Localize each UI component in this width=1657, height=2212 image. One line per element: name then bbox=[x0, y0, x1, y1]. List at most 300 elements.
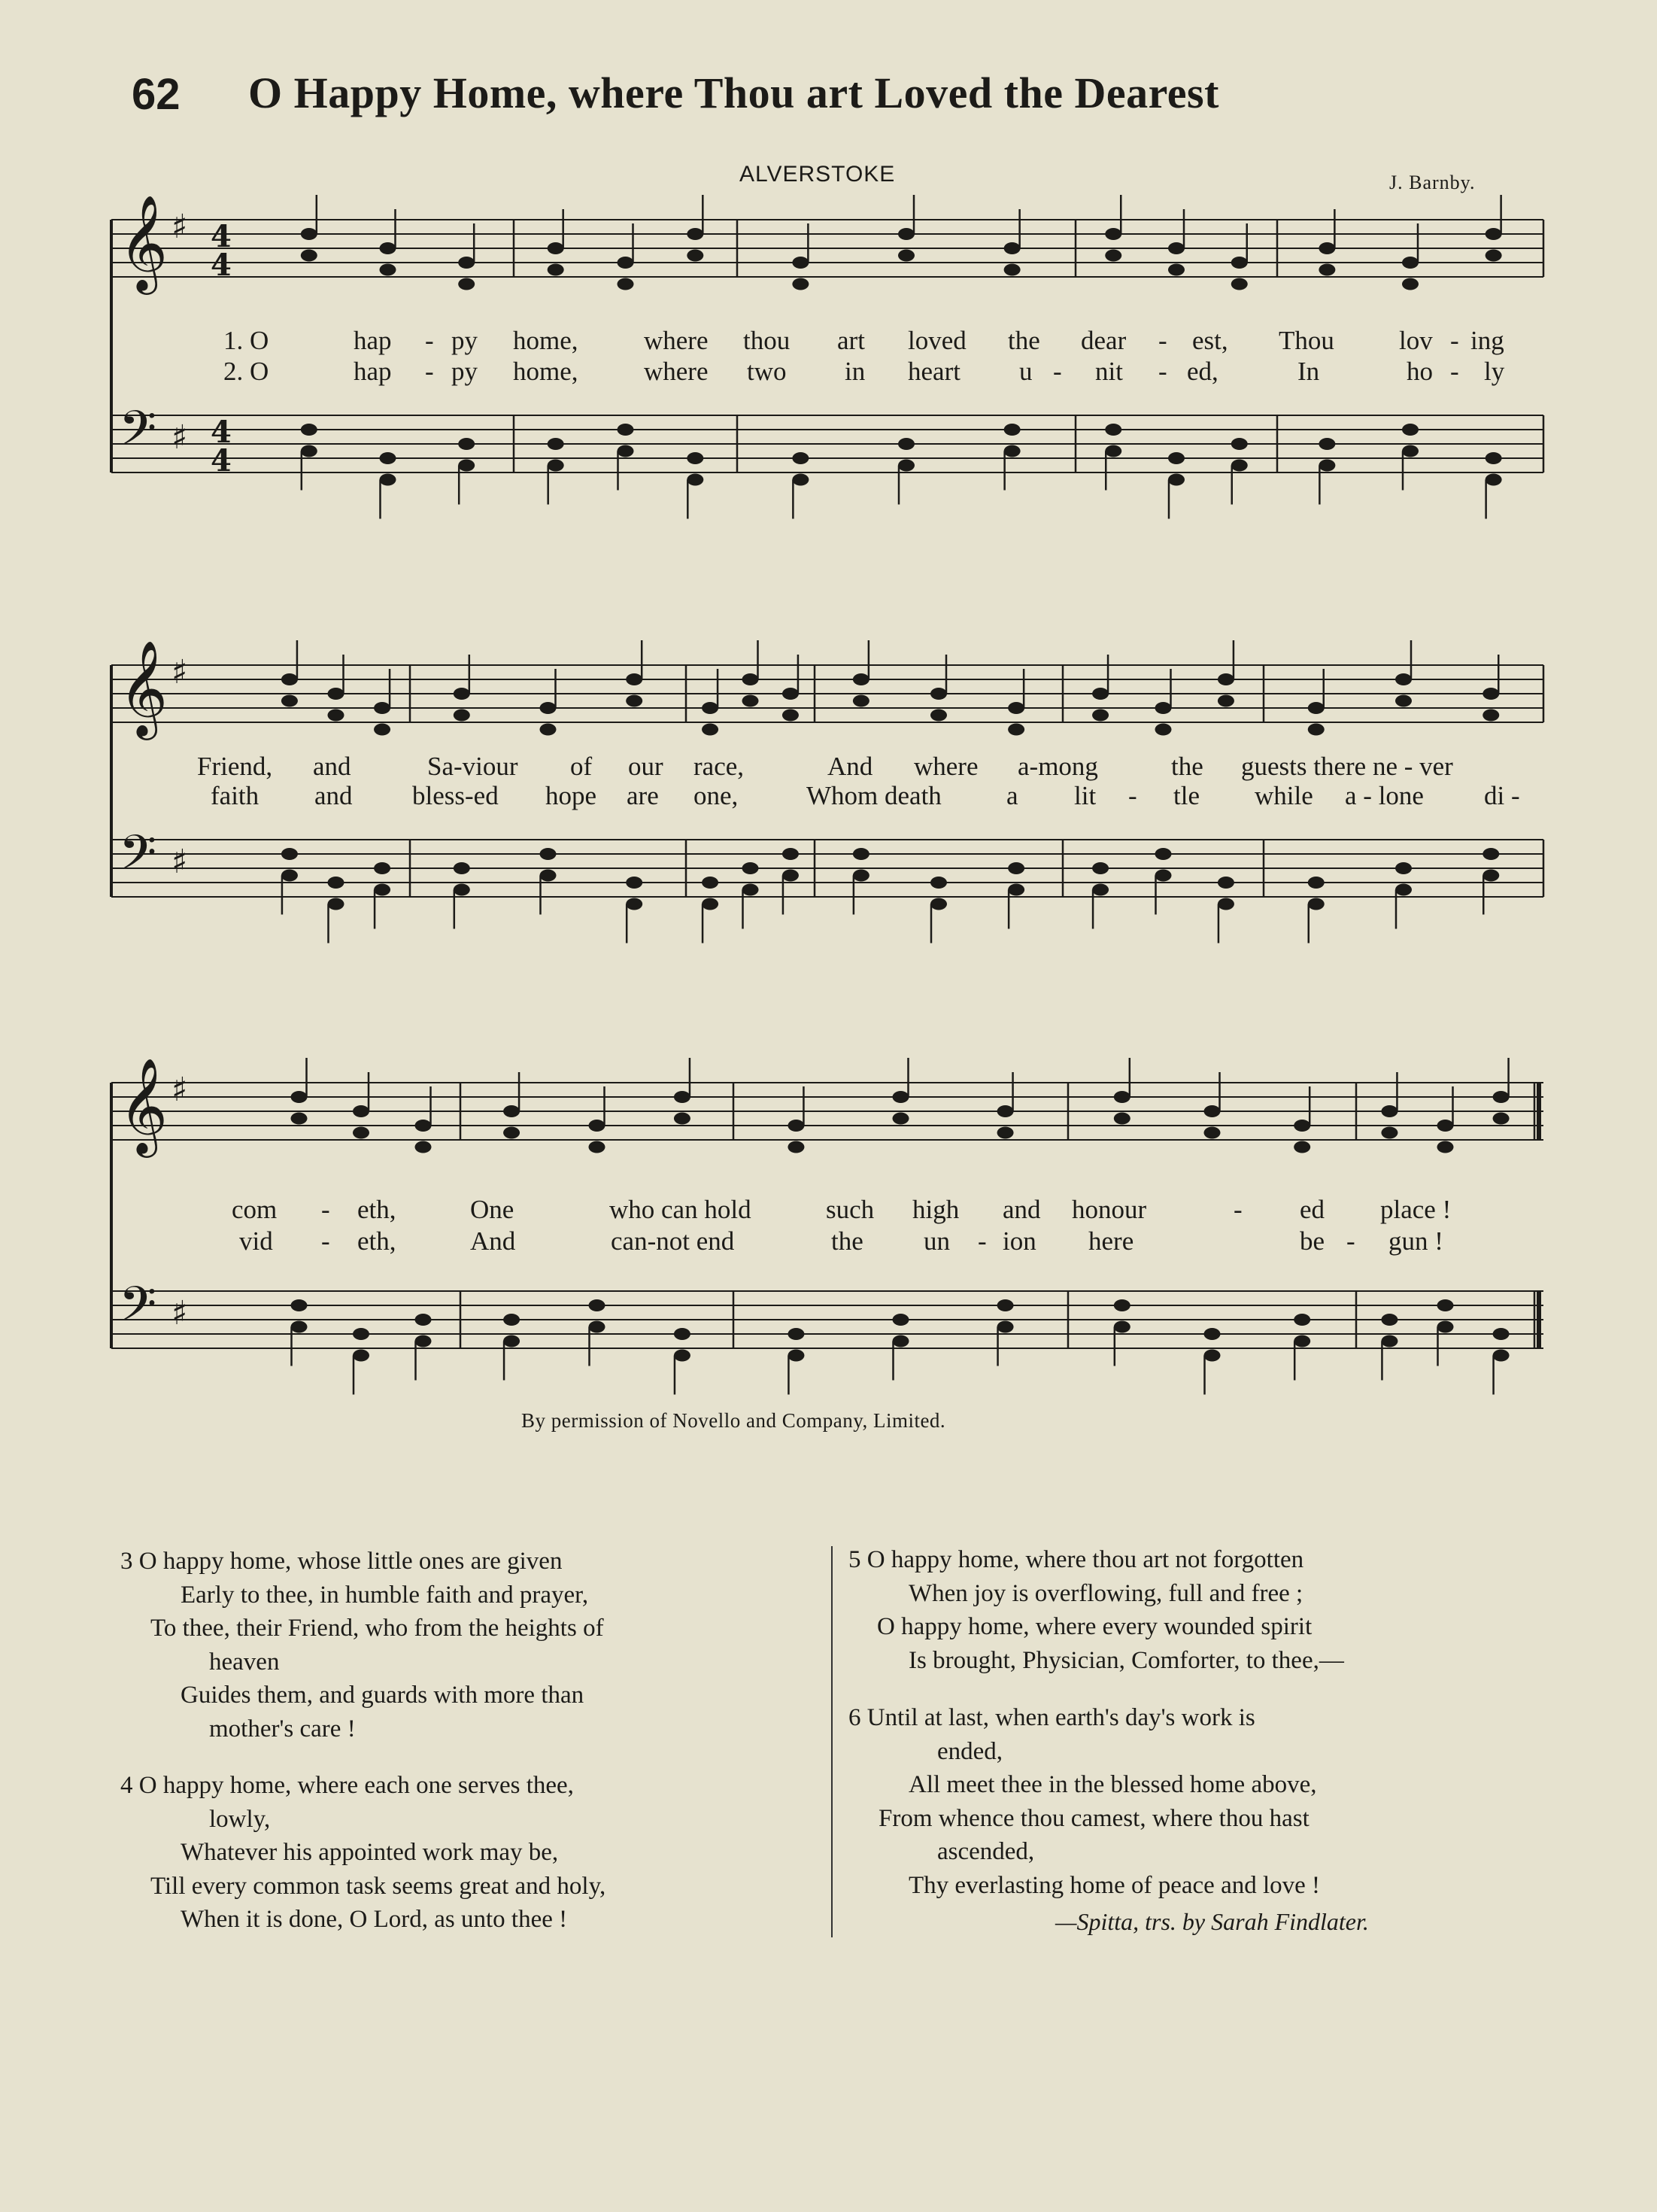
note-head bbox=[374, 702, 390, 714]
lyric: hap bbox=[354, 357, 392, 386]
lyric: 1. O bbox=[223, 326, 269, 355]
note-head bbox=[503, 1105, 520, 1117]
note-head bbox=[1155, 848, 1172, 860]
time-signature: 4 bbox=[211, 248, 232, 283]
lyric: our bbox=[628, 752, 663, 781]
lyric: In bbox=[1297, 357, 1320, 386]
lyric: py bbox=[451, 326, 478, 355]
lyric: race, bbox=[693, 752, 745, 781]
tune-name: ALVERSTOKE bbox=[739, 162, 896, 187]
key-signature-sharp-icon: ♯ bbox=[171, 653, 188, 691]
note-head bbox=[1204, 1328, 1221, 1340]
note-head bbox=[328, 898, 344, 910]
lyric: where bbox=[644, 357, 709, 386]
note-head bbox=[1482, 848, 1499, 860]
note-head bbox=[1105, 228, 1121, 240]
lyric: the bbox=[1171, 752, 1203, 781]
verse-line: When it is done, O Lord, as unto thee ! bbox=[181, 1906, 568, 1933]
note-head bbox=[454, 709, 470, 722]
note-head bbox=[930, 898, 947, 910]
note-head bbox=[1402, 257, 1419, 269]
note-head bbox=[898, 228, 915, 240]
note-head bbox=[702, 898, 718, 910]
lyric: - bbox=[1234, 1195, 1243, 1224]
note-head bbox=[540, 702, 557, 714]
note-head bbox=[415, 1314, 432, 1326]
note-head bbox=[626, 673, 642, 685]
note-head bbox=[1294, 1120, 1310, 1132]
verse-line: Early to thee, in humble faith and prayer, bbox=[181, 1581, 589, 1609]
lyric: un bbox=[924, 1226, 950, 1256]
note-head bbox=[898, 250, 915, 262]
lyric: the bbox=[831, 1226, 863, 1256]
note-head bbox=[1493, 1328, 1510, 1340]
lyric: eth, bbox=[357, 1226, 396, 1256]
note-head bbox=[328, 709, 344, 722]
note-head bbox=[618, 424, 634, 436]
treble-clef-icon: 𝄞 bbox=[119, 194, 168, 290]
lyric: And bbox=[470, 1226, 516, 1256]
note-head bbox=[1395, 673, 1412, 685]
lyric: - bbox=[1450, 326, 1459, 355]
verse-line: To thee, their Friend, who from the heights of bbox=[150, 1615, 604, 1642]
note-head bbox=[281, 695, 298, 707]
treble-clef-icon: 𝄞 bbox=[119, 1057, 168, 1153]
key-signature-sharp-icon: ♯ bbox=[171, 418, 188, 457]
note-head bbox=[1308, 877, 1325, 889]
note-head bbox=[742, 695, 759, 707]
verse-line: ended, bbox=[937, 1737, 1003, 1765]
note-head bbox=[674, 1350, 690, 1362]
permission-notice: By permission of Novello and Company, Limited. bbox=[521, 1409, 946, 1432]
key-signature-sharp-icon: ♯ bbox=[171, 1294, 188, 1332]
lyric: can-not end bbox=[611, 1226, 735, 1256]
note-head bbox=[742, 884, 759, 896]
lyric: and bbox=[313, 752, 351, 781]
note-head bbox=[1114, 1321, 1130, 1333]
note-head bbox=[374, 724, 390, 736]
note-head bbox=[1008, 862, 1024, 874]
lyric: a - lone bbox=[1345, 781, 1424, 810]
lyric: Sa-viour bbox=[427, 752, 518, 781]
lyric: home, bbox=[513, 357, 578, 386]
note-head bbox=[1092, 709, 1109, 722]
lyric: honour bbox=[1072, 1195, 1147, 1224]
note-head bbox=[380, 264, 396, 276]
note-head bbox=[1204, 1105, 1221, 1117]
verse-line: heaven bbox=[209, 1648, 280, 1676]
note-head bbox=[1294, 1314, 1310, 1326]
composer: J. Barnby. bbox=[1389, 172, 1476, 193]
lyric: the bbox=[1008, 326, 1040, 355]
note-head bbox=[1168, 242, 1185, 254]
verse-line: Whatever his appointed work may be, bbox=[181, 1839, 559, 1866]
note-head bbox=[589, 1299, 605, 1311]
note-head bbox=[1008, 702, 1024, 714]
note-head bbox=[1155, 702, 1172, 714]
note-head bbox=[589, 1120, 605, 1132]
note-head bbox=[674, 1328, 690, 1340]
treble-clef-icon: 𝄞 bbox=[119, 640, 168, 736]
note-head bbox=[1004, 424, 1021, 436]
lyric: ion bbox=[1003, 1226, 1036, 1256]
verse-line: Thy everlasting home of peace and love ! bbox=[909, 1871, 1321, 1899]
lyric: ly bbox=[1484, 357, 1505, 386]
lyric: - bbox=[1450, 357, 1459, 386]
verse-line: 6 Until at last, when earth's day's work is bbox=[848, 1704, 1255, 1731]
note-head bbox=[1482, 870, 1499, 882]
verse-line: O happy home, where every wounded spirit bbox=[877, 1613, 1313, 1640]
key-signature-sharp-icon: ♯ bbox=[171, 843, 188, 881]
note-head bbox=[1319, 264, 1335, 276]
lyric: guests there ne - ver bbox=[1241, 752, 1453, 781]
lyric: in bbox=[845, 357, 866, 386]
lyric: u bbox=[1019, 357, 1033, 386]
lyric: hap bbox=[354, 326, 392, 355]
lyric: where bbox=[644, 326, 709, 355]
note-head bbox=[380, 452, 396, 464]
bass-clef-icon: 𝄢 bbox=[119, 825, 157, 893]
note-head bbox=[782, 688, 799, 700]
lyric: ed, bbox=[1187, 357, 1218, 386]
verse-line: When joy is overflowing, full and free ; bbox=[909, 1579, 1303, 1607]
note-head bbox=[1155, 870, 1172, 882]
note-head bbox=[548, 438, 564, 450]
note-head bbox=[1231, 278, 1248, 290]
note-head bbox=[997, 1299, 1014, 1311]
lyric: who can hold bbox=[609, 1195, 751, 1224]
lyric: eth, bbox=[357, 1195, 396, 1224]
note-head bbox=[1114, 1113, 1130, 1125]
note-head bbox=[687, 474, 703, 486]
note-head bbox=[997, 1321, 1014, 1333]
note-head bbox=[853, 870, 869, 882]
note-head bbox=[1493, 1113, 1510, 1125]
note-head bbox=[782, 709, 799, 722]
verse-line: Till every common task seems great and holy, bbox=[150, 1872, 606, 1900]
note-head bbox=[626, 695, 642, 707]
note-head bbox=[1008, 724, 1024, 736]
note-head bbox=[1231, 438, 1248, 450]
note-head bbox=[792, 452, 809, 464]
note-head bbox=[281, 673, 298, 685]
lyric: thou bbox=[743, 326, 791, 355]
note-head bbox=[1319, 242, 1335, 254]
lyric: home, bbox=[513, 326, 578, 355]
note-head bbox=[415, 1141, 432, 1153]
note-head bbox=[454, 688, 470, 700]
note-head bbox=[702, 724, 718, 736]
lyric: and bbox=[1003, 1195, 1041, 1224]
note-head bbox=[301, 250, 317, 262]
note-head bbox=[328, 877, 344, 889]
note-head bbox=[893, 1335, 909, 1348]
note-head bbox=[782, 848, 799, 860]
lyric: loved bbox=[908, 326, 967, 355]
note-head bbox=[1381, 1335, 1398, 1348]
note-head bbox=[674, 1091, 690, 1103]
note-head bbox=[281, 848, 298, 860]
note-head bbox=[1381, 1127, 1398, 1139]
lyric: one, bbox=[693, 781, 739, 810]
note-head bbox=[687, 228, 703, 240]
lyric: two bbox=[747, 357, 787, 386]
note-head bbox=[301, 424, 317, 436]
lyric: vid bbox=[239, 1226, 273, 1256]
note-head bbox=[291, 1321, 308, 1333]
lyric: where bbox=[914, 752, 979, 781]
note-head bbox=[458, 278, 475, 290]
note-head bbox=[1486, 452, 1502, 464]
time-signature: 4 bbox=[211, 443, 232, 479]
verse-line: 3 O happy home, whose little ones are given bbox=[120, 1548, 563, 1575]
note-head bbox=[503, 1127, 520, 1139]
hymn-number: 62 bbox=[132, 70, 181, 119]
note-head bbox=[1231, 460, 1248, 472]
lyric: - bbox=[425, 357, 434, 386]
note-head bbox=[1092, 884, 1109, 896]
key-signature-sharp-icon: ♯ bbox=[171, 1071, 188, 1109]
note-head bbox=[792, 257, 809, 269]
note-head bbox=[853, 695, 869, 707]
lyric: 2. O bbox=[223, 357, 269, 386]
note-head bbox=[1402, 278, 1419, 290]
lyric: di - bbox=[1484, 781, 1520, 810]
verse-line: 4 O happy home, where each one serves thee, bbox=[120, 1772, 574, 1799]
note-head bbox=[788, 1350, 804, 1362]
note-head bbox=[1114, 1091, 1130, 1103]
note-head bbox=[788, 1141, 804, 1153]
lyric: such bbox=[826, 1195, 875, 1224]
note-head bbox=[1486, 474, 1502, 486]
verse-6 bbox=[848, 1701, 1631, 1902]
key-signature-sharp-icon: ♯ bbox=[171, 208, 188, 246]
note-head bbox=[1486, 250, 1502, 262]
note-head bbox=[997, 1127, 1014, 1139]
note-head bbox=[548, 264, 564, 276]
note-head bbox=[454, 862, 470, 874]
note-head bbox=[853, 673, 869, 685]
note-head bbox=[540, 848, 557, 860]
lyric: a bbox=[1006, 781, 1018, 810]
note-head bbox=[1231, 257, 1248, 269]
note-head bbox=[301, 445, 317, 457]
lyric: ho bbox=[1407, 357, 1433, 386]
note-head bbox=[702, 702, 718, 714]
note-head bbox=[1395, 695, 1412, 707]
note-head bbox=[674, 1113, 690, 1125]
note-head bbox=[792, 278, 809, 290]
note-head bbox=[742, 862, 759, 874]
note-head bbox=[1308, 702, 1325, 714]
note-head bbox=[589, 1141, 605, 1153]
note-head bbox=[1402, 424, 1419, 436]
lyric: - bbox=[1053, 357, 1062, 386]
lyric: gun ! bbox=[1388, 1226, 1443, 1256]
note-head bbox=[281, 870, 298, 882]
lyric: and bbox=[314, 781, 353, 810]
note-head bbox=[328, 688, 344, 700]
time-signature: 4 bbox=[211, 219, 232, 254]
lyric: place ! bbox=[1380, 1195, 1452, 1224]
note-head bbox=[415, 1120, 432, 1132]
note-head bbox=[1155, 724, 1172, 736]
verse-line: ascended, bbox=[937, 1838, 1035, 1865]
note-head bbox=[1437, 1299, 1454, 1311]
note-head bbox=[1319, 438, 1335, 450]
note-head bbox=[1402, 445, 1419, 457]
note-head bbox=[1105, 424, 1121, 436]
note-head bbox=[1381, 1105, 1398, 1117]
note-head bbox=[1395, 884, 1412, 896]
note-head bbox=[1308, 898, 1325, 910]
note-head bbox=[792, 474, 809, 486]
note-head bbox=[930, 709, 947, 722]
note-head bbox=[893, 1113, 909, 1125]
lyric: faith bbox=[211, 781, 259, 810]
lyric: high bbox=[912, 1195, 960, 1224]
lyric: - bbox=[1158, 357, 1167, 386]
note-head bbox=[380, 242, 396, 254]
verse-line: From whence thou camest, where thou hast bbox=[879, 1804, 1310, 1832]
note-head bbox=[898, 460, 915, 472]
note-head bbox=[1004, 445, 1021, 457]
note-head bbox=[1493, 1091, 1510, 1103]
lyric: - bbox=[1128, 781, 1137, 810]
note-head bbox=[458, 460, 475, 472]
note-head bbox=[374, 884, 390, 896]
lyric: est, bbox=[1192, 326, 1228, 355]
lyric: a-mong bbox=[1018, 752, 1098, 781]
note-head bbox=[301, 228, 317, 240]
note-head bbox=[353, 1328, 369, 1340]
note-head bbox=[788, 1328, 804, 1340]
note-head bbox=[1294, 1141, 1310, 1153]
note-head bbox=[687, 250, 703, 262]
lyric: nit bbox=[1095, 357, 1123, 386]
lyric: One bbox=[470, 1195, 514, 1224]
note-head bbox=[1204, 1350, 1221, 1362]
note-head bbox=[618, 445, 634, 457]
note-head bbox=[1319, 460, 1335, 472]
lyric: lit bbox=[1074, 781, 1097, 810]
note-head bbox=[1004, 242, 1021, 254]
note-head bbox=[626, 877, 642, 889]
note-head bbox=[1482, 709, 1499, 722]
note-head bbox=[742, 673, 759, 685]
note-head bbox=[618, 257, 634, 269]
lyric: art bbox=[837, 326, 865, 355]
lyric: tle bbox=[1173, 781, 1200, 810]
note-head bbox=[1437, 1141, 1454, 1153]
lyric: heart bbox=[908, 357, 961, 386]
note-head bbox=[687, 452, 703, 464]
note-head bbox=[1105, 445, 1121, 457]
note-head bbox=[503, 1314, 520, 1326]
note-head bbox=[1437, 1321, 1454, 1333]
lyric: while bbox=[1255, 781, 1313, 810]
note-head bbox=[1437, 1120, 1454, 1132]
note-head bbox=[454, 884, 470, 896]
lyric: - bbox=[321, 1195, 330, 1224]
note-head bbox=[380, 474, 396, 486]
lyric: here bbox=[1088, 1226, 1134, 1256]
lyric: com bbox=[232, 1195, 278, 1224]
note-head bbox=[893, 1091, 909, 1103]
verse-line: lowly, bbox=[209, 1805, 271, 1833]
lyric: Friend, bbox=[197, 752, 273, 781]
note-head bbox=[1168, 452, 1185, 464]
note-head bbox=[618, 278, 634, 290]
note-head bbox=[1218, 898, 1234, 910]
lyric: And bbox=[827, 752, 873, 781]
verse-5 bbox=[848, 1543, 1631, 1677]
lyric: - bbox=[321, 1226, 330, 1256]
note-head bbox=[626, 898, 642, 910]
lyric: be bbox=[1300, 1226, 1325, 1256]
note-head bbox=[291, 1113, 308, 1125]
lyric: hope bbox=[545, 781, 597, 810]
note-head bbox=[1204, 1127, 1221, 1139]
note-head bbox=[589, 1321, 605, 1333]
lyric: py bbox=[451, 357, 478, 386]
note-head bbox=[540, 870, 557, 882]
hymn-title: O Happy Home, where Thou art Loved the Dearest bbox=[248, 68, 1219, 117]
note-head bbox=[540, 724, 557, 736]
lyric: ing bbox=[1470, 326, 1504, 355]
note-head bbox=[1493, 1350, 1510, 1362]
note-head bbox=[1092, 862, 1109, 874]
verse-line: All meet thee in the blessed home above, bbox=[909, 1771, 1317, 1798]
attribution: —Spitta, trs. by Sarah Findlater. bbox=[1055, 1908, 1369, 1935]
note-head bbox=[458, 438, 475, 450]
note-head bbox=[374, 862, 390, 874]
note-head bbox=[893, 1314, 909, 1326]
bass-clef-icon: 𝄢 bbox=[119, 1277, 157, 1345]
note-head bbox=[1294, 1335, 1310, 1348]
note-head bbox=[1218, 695, 1234, 707]
note-head bbox=[782, 870, 799, 882]
verse-3 bbox=[120, 1545, 820, 1746]
verse-line: Is brought, Physician, Comforter, to thee,— bbox=[909, 1646, 1344, 1674]
note-head bbox=[1105, 250, 1121, 262]
note-head bbox=[1486, 228, 1502, 240]
note-head bbox=[503, 1335, 520, 1348]
note-head bbox=[853, 848, 869, 860]
note-head bbox=[1092, 688, 1109, 700]
lyric: Whom death bbox=[806, 781, 942, 810]
lyric: - bbox=[425, 326, 434, 355]
note-head bbox=[458, 257, 475, 269]
lyric: - bbox=[978, 1226, 987, 1256]
verse-4 bbox=[120, 1769, 820, 1937]
lyric: dear bbox=[1081, 326, 1127, 355]
note-head bbox=[353, 1350, 369, 1362]
bass-clef-icon: 𝄢 bbox=[119, 401, 157, 469]
note-head bbox=[1218, 877, 1234, 889]
column-divider bbox=[831, 1546, 833, 1937]
note-head bbox=[353, 1127, 369, 1139]
note-head bbox=[548, 460, 564, 472]
note-head bbox=[1395, 862, 1412, 874]
note-head bbox=[1114, 1299, 1130, 1311]
verse-line: mother's care ! bbox=[209, 1715, 356, 1743]
note-head bbox=[1004, 264, 1021, 276]
note-head bbox=[291, 1091, 308, 1103]
note-head bbox=[353, 1105, 369, 1117]
note-head bbox=[702, 877, 718, 889]
verse-line: Guides them, and guards with more than bbox=[181, 1682, 584, 1709]
